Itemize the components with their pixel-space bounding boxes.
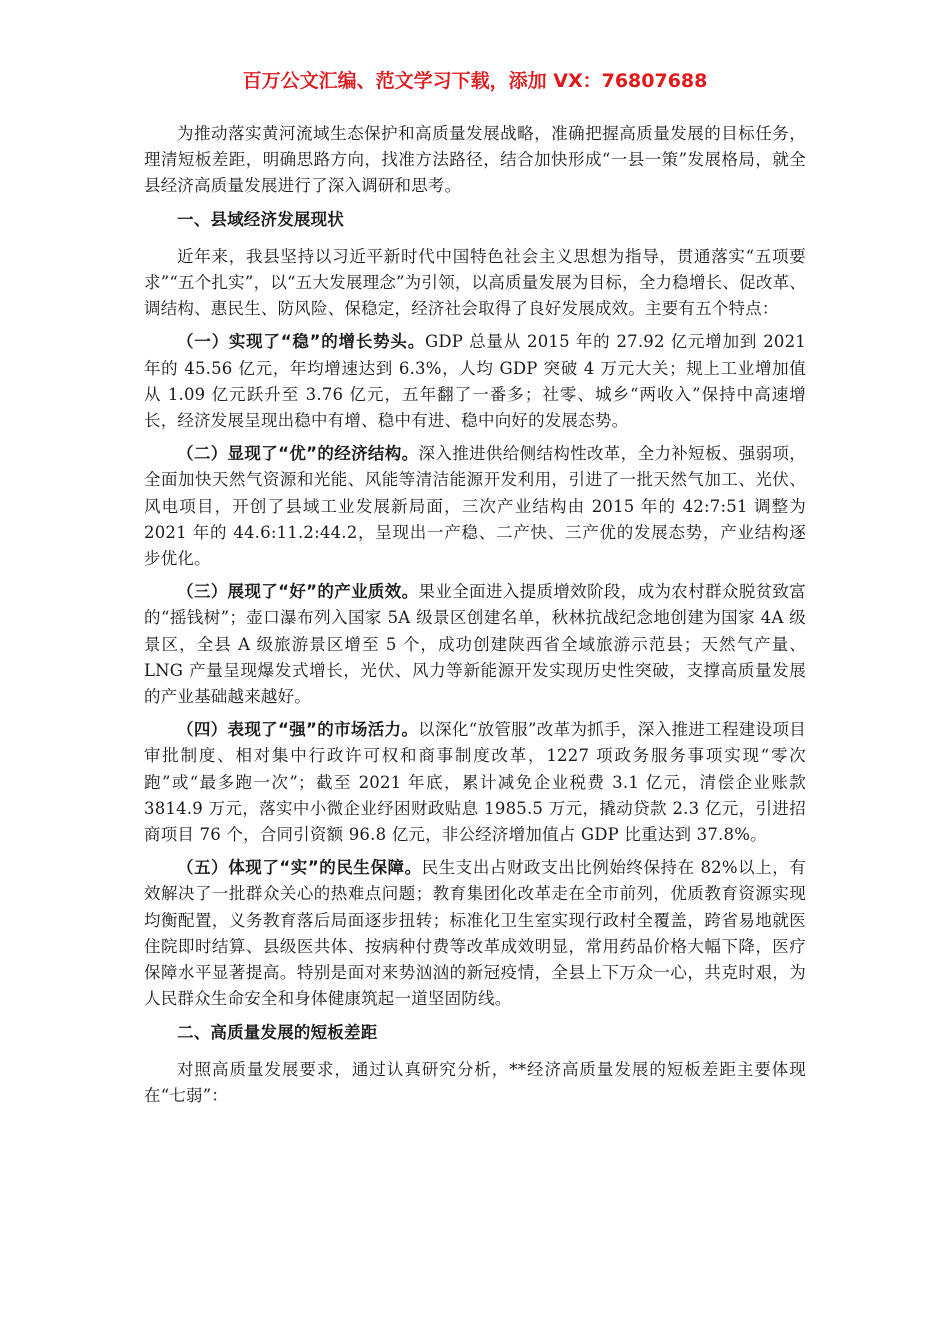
feature-paragraph-4	[144, 717, 806, 848]
feature-lead-1: （一）实现了“稳”的增长势头。	[177, 332, 425, 352]
feature-paragraph-5	[144, 855, 806, 1012]
intro-paragraph: 为推动落实黄河流域生态保护和高质量发展战略，准确把握高质量发展的目标任务，理清短板差距，明确思路方向，找准方法路径，结合加快形成“一县一策”发展格局，就全县经济高质量发展进行了深入调研和思考。	[144, 124, 806, 196]
feature-lead-5: （五）体现了“实”的民生保障。	[177, 858, 422, 878]
feature-text-3: 果业全面进入提质增效阶段，成为农村群众脱贫致富的“摇钱树”；壶口瀑布列入国家 5A 级景区创建名单，秋林抗战纪念地创建为国家 4A 级景区，全县 A 级旅游景区增至 5 个，成功创建陕西省全域旅游示范县；天然气产量、LNG 产量呈现爆发式增长，光伏、风力等新能源开发实现历史性突破，支撑高质量发展的产业基础越来越好。	[144, 582, 806, 707]
feature-paragraph-2	[144, 441, 806, 572]
feature-paragraph-1	[144, 329, 806, 434]
feature-lead-3: （三）展现了“好”的产业质效。	[177, 582, 419, 602]
section-1-heading: 一、县域经济发展现状	[177, 209, 344, 229]
watermark-header: 百万公文汇编、范文学习下载，添加 VX：76807688	[242, 70, 708, 92]
section-1-paragraph: 近年来，我县坚持以习近平新时代中国特色社会主义思想为指导，贯通落实“五项要求”“五个扎实”，以“五大发展理念”为引领，以高质量发展为目标，全力稳增长、促改革、调结构、惠民生、防风险、保稳定，经济社会取得了良好发展成效。主要有五个特点：	[144, 246, 806, 319]
feature-text-2: 深入推进供给侧结构性改革，全力补短板、强弱项，全面加快天然气资源和光能、风能等清洁能源开发利用，引进了一批天然气加工、光伏、风电项目，开创了县域工业发展新局面，三次产业结构由 2015 年的 42:7:51 调整为 2021 年的 44.6:11.2:44.2，呈现出一产稳、二产快、三产优的发展态势，产业结构逐步优化。	[144, 444, 806, 569]
feature-text-1: GDP 总量从 2015 年的 27.92 亿元增加到 2021 年的 45.56 亿元，年均增速达到 6.3%，人均 GDP 突破 4 万元大关；规上工业增加值从 1.09 亿元跃升至 3.76 亿元，五年翻了一番多；社零、城乡“两收入”保持中高速增长，经济发展呈现出稳中有增、稳中有进、稳中向好的发展态势。	[144, 332, 806, 431]
feature-lead-4: （四）表现了“强”的市场活力。	[177, 720, 419, 740]
feature-text-4: 以深化“放管服”改革为抓手，深入推进工程建设项目审批制度、相对集中行政许可权和商事制度改革，1227 项政务服务事项实现“零次跑”或“最多跑一次”；截至 2021 年底，累计减免企业税费 3.1 亿元，清偿企业账款 3814.9 万元，落实中小微企业纾困财政贴息 1985.5 万元，撬动贷款 2.3 亿元，引进招商项目 76 个，合同引资额 96.8 亿元，非公经济增加值占 GDP 比重达到 37.8%。	[144, 720, 806, 845]
feature-lead-2: （二）显现了“优”的经济结构。	[177, 444, 419, 464]
section-2-heading: 二、高质量发展的短板差距	[177, 1022, 378, 1042]
feature-text-5: 民生支出占财政支出比例始终保持在 82%以上，有效解决了一批群众关心的热难点问题；教育集团化改革走在全市前列，优质教育资源实现均衡配置，义务教育落后局面逐步扭转；标准化卫生室实现行政村全覆盖，跨省易地就医住院即时结算、县级医共体、按病种付费等改革成效明显，常用药品价格大幅下降，医疗保障水平显著提高。特别是面对来势汹汹的新冠疫情，全县上下万众一心，共克时艰，为人民群众生命安全和身体健康筑起一道坚固防线。	[144, 858, 806, 1009]
section-2-paragraph: 对照高质量发展要求，通过认真研究分析，**经济高质量发展的短板差距主要体现在“七弱”：	[144, 1059, 806, 1105]
document-body	[144, 121, 806, 1116]
feature-paragraph-3	[144, 579, 806, 710]
